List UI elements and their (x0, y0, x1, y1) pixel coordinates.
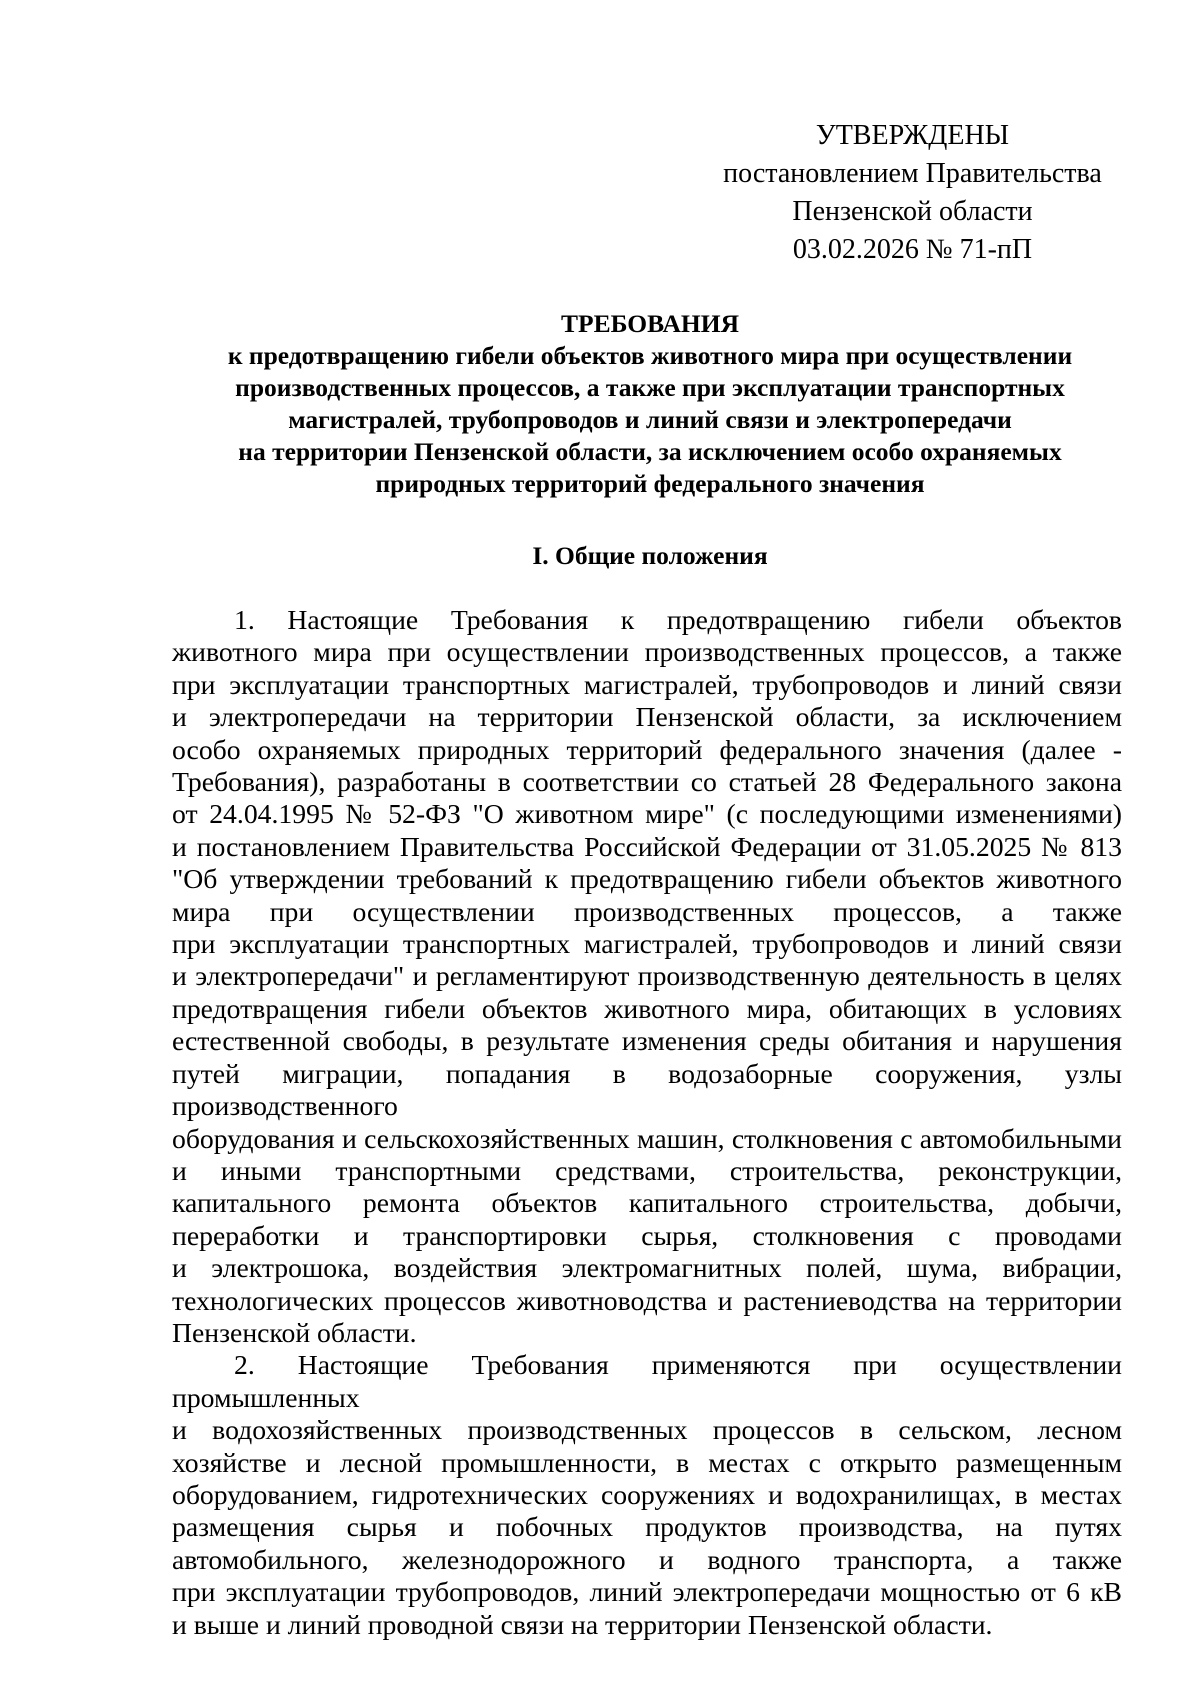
approval-date-number: 03.02.2026 № 71-пП (792, 234, 1033, 265)
paragraph-line: Пензенской области. (172, 1316, 417, 1348)
paragraph-line: капитального ремонта объектов капитального строительства, добычи, (172, 1187, 1122, 1219)
title-heading: ТРЕБОВАНИЯ (560, 309, 739, 338)
paragraph-line: мира при осуществлении производственных процессов, а также (172, 895, 1122, 927)
paragraph-line: и выше и линий проводной связи на территории Пензенской области. (172, 1608, 993, 1640)
document-title (150, 308, 1150, 500)
paragraph-line: и иными транспортными средствами, строительства, реконструкции, (172, 1154, 1122, 1186)
paragraph-1 (172, 604, 1122, 1349)
paragraph-line: автомобильного, железнодорожного и водного транспорта, а также (172, 1543, 1122, 1575)
paragraph-line: и электропередачи на территории Пензенской области, за исключением (172, 701, 1122, 733)
paragraph-line: и электрошока, воздействия электромагнитных полей, шума, вибрации, (172, 1252, 1122, 1284)
paragraph-line: 1. Настоящие Требования к предотвращению гибели объектов (234, 604, 1122, 635)
approval-issuer: постановлением Правительства (723, 158, 1102, 189)
paragraph-line: и водохозяйственных производственных процессов в сельском, лесном (172, 1414, 1122, 1446)
paragraph-line: переработки и транспортировки сырья, столкновения с проводами (172, 1219, 1122, 1251)
paragraph-line: при эксплуатации транспортных магистралей, трубопроводов и линий связи (172, 668, 1122, 700)
title-line: на территории Пензенской области, за исключением особо охраняемых (238, 437, 1062, 466)
title-line: производственных процессов, а также при эксплуатации транспортных (235, 373, 1065, 402)
paragraph-line: хозяйстве и лесной промышленности, в местах с открыто размещенным (172, 1446, 1122, 1478)
section-heading: I. Общие положения (532, 541, 768, 570)
paragraph-line: "Об утверждении требований к предотвращению гибели объектов животного (172, 863, 1122, 895)
approval-region: Пензенской области (792, 196, 1033, 227)
paragraph-line: оборудования и сельскохозяйственных машин, столкновения с автомобильными (172, 1122, 1122, 1154)
paragraph-line: естественной свободы, в результате изменения среды обитания и нарушения (172, 1025, 1122, 1057)
approval-stamp (700, 117, 1125, 269)
title-line: магистралей, трубопроводов и линий связи и электропередачи (288, 405, 1012, 434)
paragraph-line: Требования), разработаны в соответствии со статьей 28 Федерального закона (172, 766, 1122, 798)
document-body (172, 604, 1122, 1641)
paragraph-2 (172, 1349, 1122, 1641)
paragraph-line: животного мира при осуществлении производственных процессов, а также (172, 636, 1122, 668)
paragraph-line: особо охраняемых природных территорий федерального значения (далее - (172, 733, 1122, 765)
paragraph-line: технологических процессов животноводства и растениеводства на территории (172, 1284, 1122, 1316)
paragraph-line: путей миграции, попадания в водозаборные сооружения, узлы производственного (172, 1057, 1122, 1122)
paragraph-line: предотвращения гибели объектов животного мира, обитающих в условиях (172, 992, 1122, 1024)
paragraph-line: от 24.04.1995 № 52-ФЗ "О животном мире" (с последующими изменениями) (172, 798, 1122, 830)
paragraph-line: и постановлением Правительства Российской Федерации от 31.05.2025 № 813 (172, 830, 1122, 862)
approval-title: УТВЕРЖДЕНЫ (815, 120, 1010, 151)
title-line: к предотвращению гибели объектов животного мира при осуществлении (227, 341, 1073, 370)
paragraph-line: 2. Настоящие Требования применяются при осуществлении промышленных (172, 1349, 1122, 1413)
paragraph-line: и электропередачи" и регламентируют производственную деятельность в целях (172, 960, 1122, 992)
paragraph-line: размещения сырья и побочных продуктов производства, на путях (172, 1511, 1122, 1543)
paragraph-line: при эксплуатации транспортных магистралей, трубопроводов и линий связи (172, 928, 1122, 960)
title-line: природных территорий федерального значения (375, 469, 925, 498)
paragraph-line: оборудованием, гидротехнических сооружениях и водохранилищах, в местах (172, 1478, 1122, 1510)
paragraph-line: при эксплуатации трубопроводов, линий электропередачи мощностью от 6 кВ (172, 1576, 1122, 1608)
